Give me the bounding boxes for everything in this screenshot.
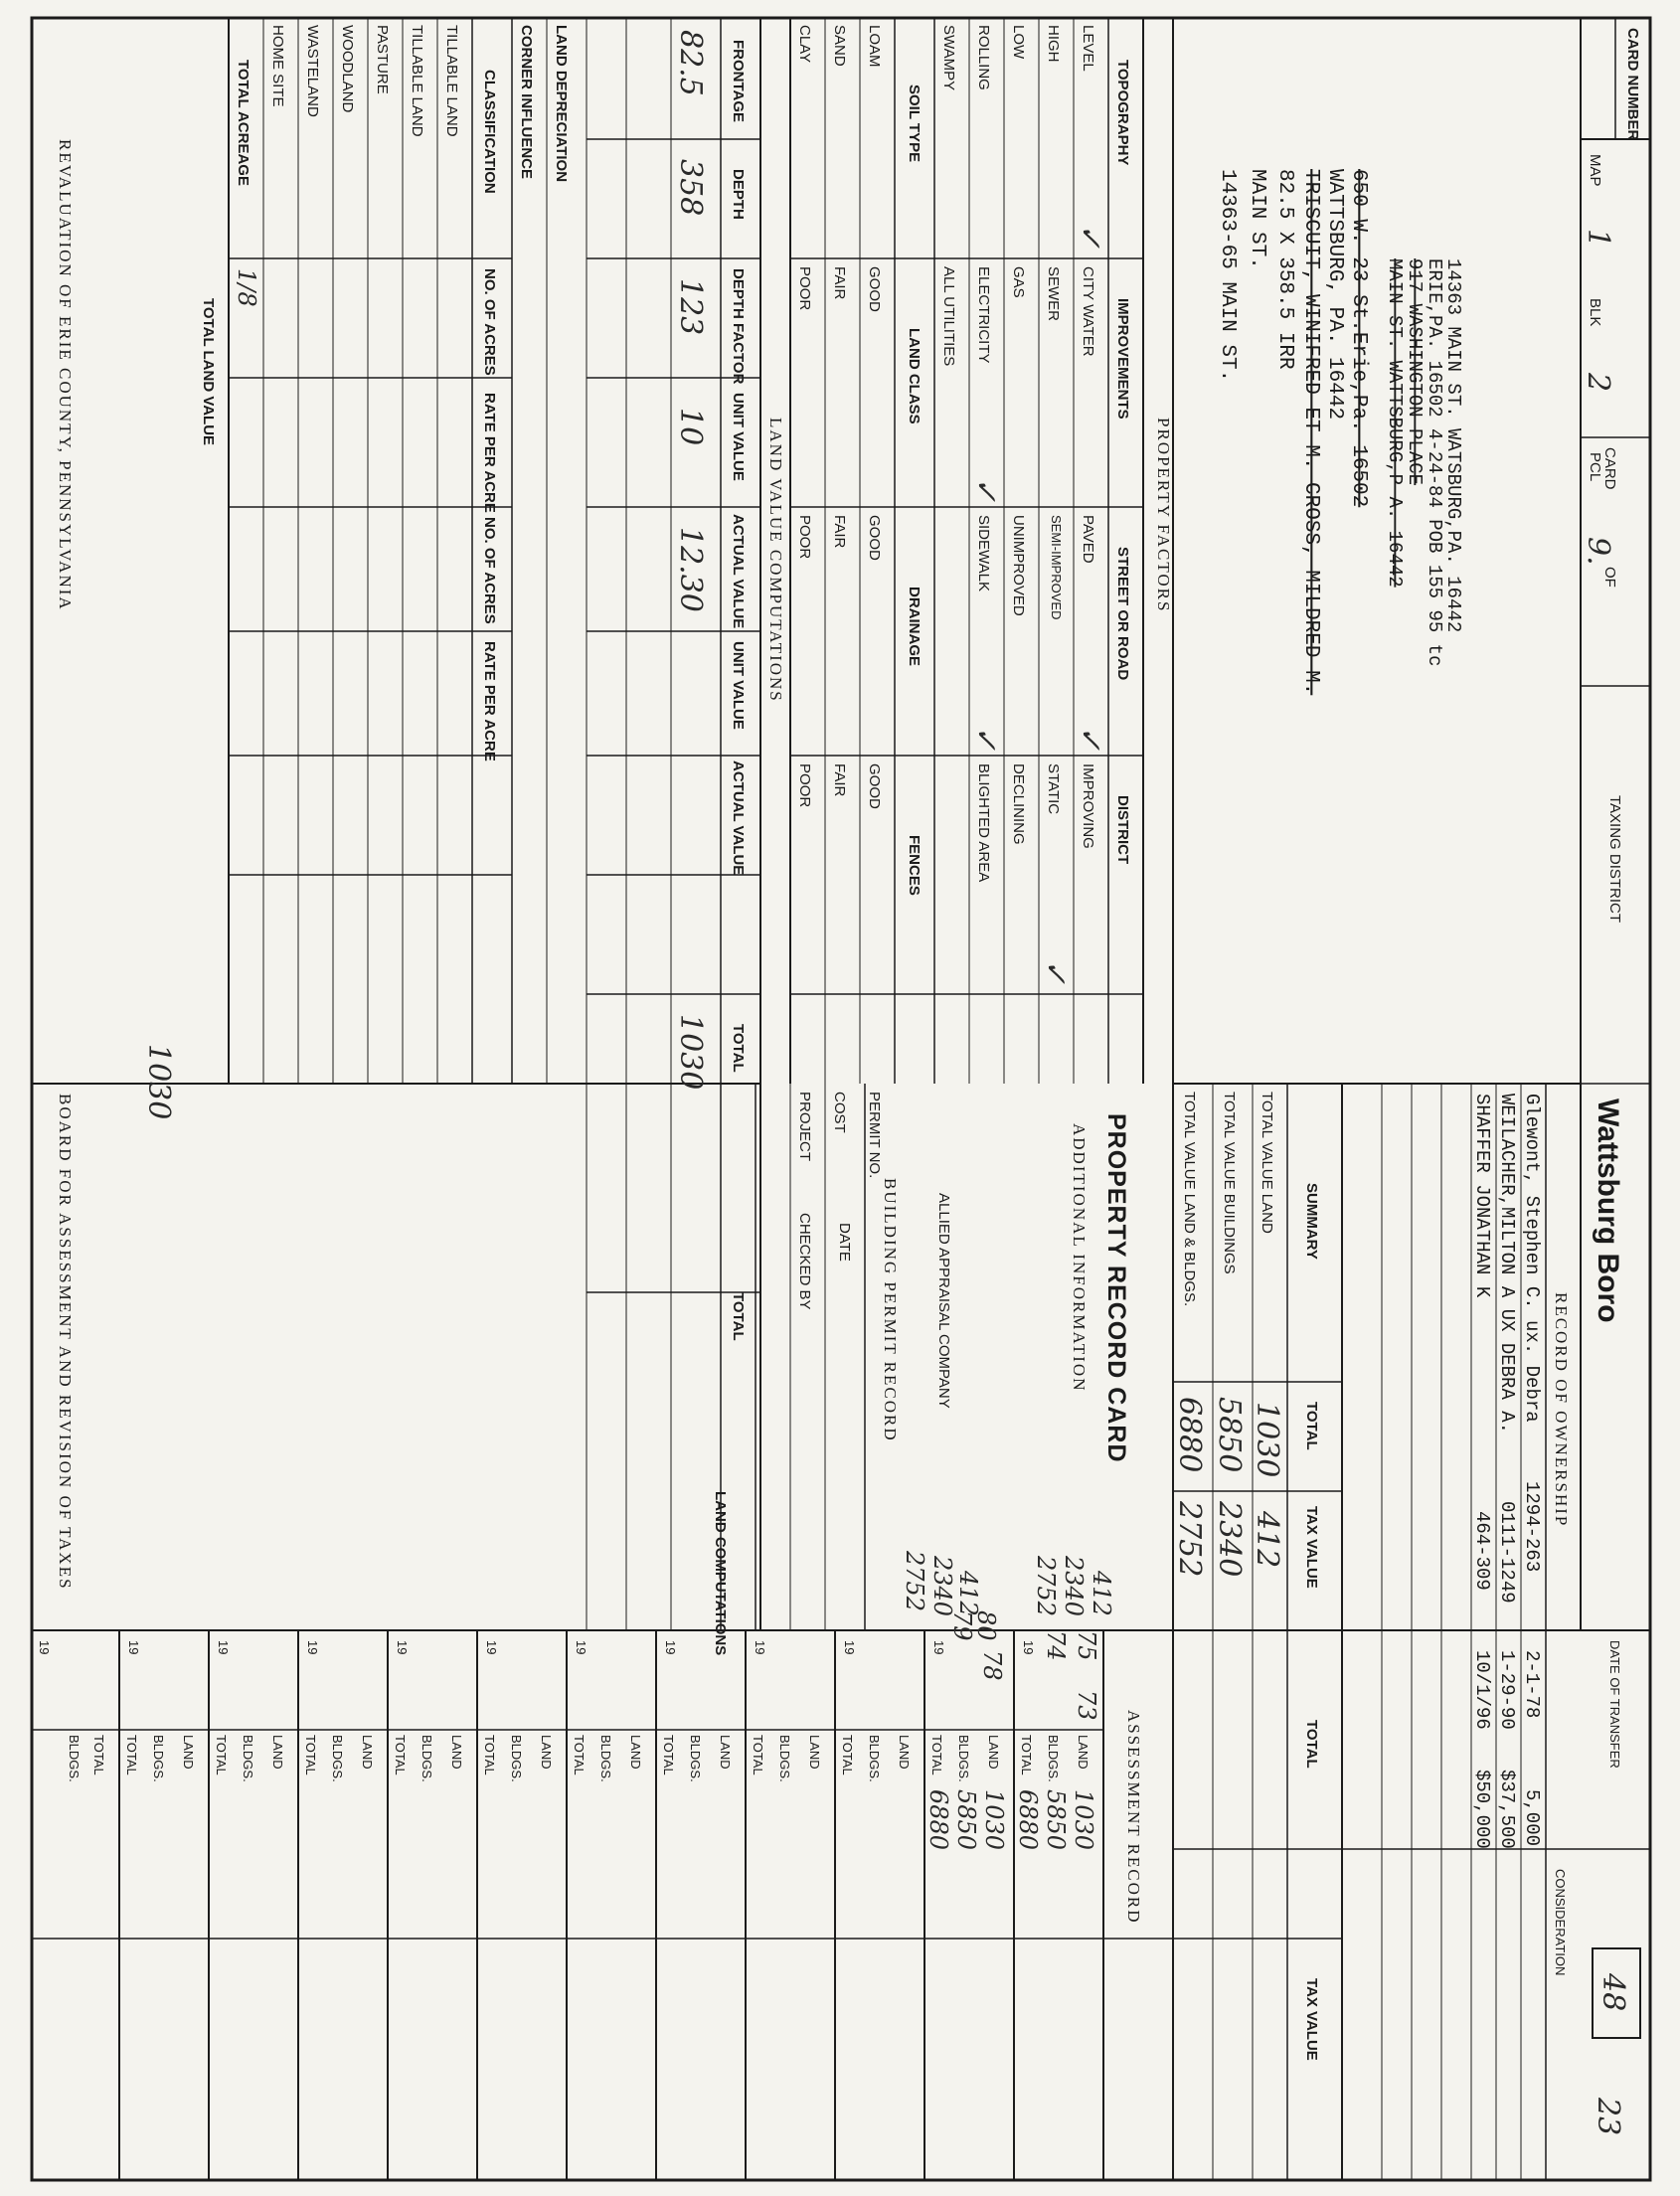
- assess-year-8: 19: [395, 1640, 410, 1655]
- impr-electricity-check: ✓: [968, 477, 1003, 503]
- class-row-5: WASTELAND: [304, 25, 321, 117]
- footer-left: REVALUATION OF ERIE COUNTY, PENNSYLVANIA: [56, 139, 75, 611]
- assess-year-2: 19: [931, 1640, 946, 1655]
- district-code: 48: [1596, 1973, 1630, 2012]
- assess-total-1: TOTAL: [1019, 1735, 1034, 1775]
- permit-project-label: PROJECT: [796, 1092, 813, 1162]
- assess-bldgs-8: BLDGS.: [420, 1735, 434, 1782]
- row-depth: 358: [673, 159, 708, 217]
- assess-total-12: TOTAL: [91, 1735, 106, 1775]
- topo-low: LOW: [1010, 25, 1027, 60]
- note-1: 412: [1088, 1571, 1115, 1616]
- fences-header: FENCES: [906, 835, 923, 896]
- depth-factor-header: DEPTH FACTOR: [730, 268, 747, 385]
- permit-cost-label: COST: [831, 1092, 848, 1133]
- topo-rolling: ROLLING: [975, 25, 992, 90]
- row-total: 1030: [673, 1014, 708, 1091]
- assess-bldgs-4: BLDGS.: [777, 1735, 792, 1782]
- impr-sewer: SEWER: [1045, 266, 1062, 322]
- permit-record-title: BUILDING PERMIT RECORD: [881, 1178, 900, 1442]
- of-label: OF: [1601, 567, 1618, 588]
- address-line-3: 82.5 X 358.5 IRR: [1273, 169, 1296, 370]
- assess-year-9: 19: [305, 1640, 320, 1655]
- frontage-header: FRONTAGE: [730, 40, 747, 123]
- blk-label: BLK: [1587, 298, 1603, 327]
- year-79: 79: [948, 1610, 976, 1641]
- street-unimproved: UNIMPROVED: [1010, 515, 1027, 616]
- blk-value: 2: [1581, 373, 1615, 393]
- owner-1-date: 2-1-78: [1521, 1650, 1543, 1719]
- class-good: GOOD: [866, 266, 883, 312]
- assess-year-5: 19: [663, 1640, 678, 1655]
- rate-acre-header: RATE PER ACRE: [481, 393, 498, 513]
- assess-year-4: 19: [753, 1640, 767, 1655]
- note-2: 2340: [1060, 1556, 1088, 1617]
- summary-row-3-total: 6880: [1172, 1397, 1207, 1473]
- address-line-2: MAIN ST.: [1246, 169, 1268, 269]
- assess-total-2: TOTAL: [929, 1735, 944, 1775]
- year-78: 78: [978, 1650, 1006, 1681]
- note-3: 2752: [1032, 1556, 1060, 1617]
- district-static: STATIC: [1045, 763, 1062, 815]
- note-4: 412: [954, 1571, 982, 1616]
- owner-2-consideration: $37,500: [1496, 1770, 1518, 1849]
- classification-header: CLASSIFICATION: [481, 70, 498, 194]
- class-row-3: PASTURE: [374, 25, 391, 94]
- address-line-4: TRISCUIT, WINIFRED ET M. CROSS, MILDRED M.: [1299, 169, 1322, 696]
- assess-land-11: LAND: [181, 1735, 196, 1770]
- row-factor: 123: [673, 278, 708, 336]
- total-acreage-label: TOTAL ACREAGE: [235, 60, 252, 186]
- street-paved-check: ✓: [1073, 726, 1107, 752]
- summary-row-2-total: 5850: [1212, 1397, 1247, 1473]
- card-label: CARD: [1601, 447, 1618, 490]
- assess-total-10: TOTAL: [214, 1735, 229, 1775]
- ownership-title: RECORD OF OWNERSHIP: [1552, 1292, 1571, 1528]
- actual-value-header-2: ACTUAL VALUE: [730, 760, 747, 876]
- assess-land-7: LAND: [539, 1735, 554, 1770]
- summary-title: SUMMARY: [1303, 1183, 1320, 1260]
- district-static-check: ✓: [1038, 959, 1073, 985]
- year-73: 73: [1073, 1690, 1100, 1721]
- drain-poor: POOR: [796, 515, 813, 560]
- street-semi: SEMI-IMPROVED: [1049, 515, 1064, 620]
- soil-type-header: SOIL TYPE: [906, 84, 923, 163]
- improvements-header: IMPROVEMENTS: [1114, 298, 1131, 420]
- row-actual: 12.30: [673, 527, 708, 612]
- assess-bldgs-1: BLDGS.: [1046, 1735, 1061, 1782]
- assess-land-2: LAND: [986, 1735, 1001, 1770]
- assess-land-5: LAND: [718, 1735, 733, 1770]
- map-value: 1: [1581, 229, 1615, 249]
- assess-land-4: LAND: [807, 1735, 822, 1770]
- actual-value-header: ACTUAL VALUE: [730, 514, 747, 629]
- depth-header: DEPTH: [730, 169, 747, 220]
- owner-2-book: 0111-1249: [1496, 1501, 1518, 1604]
- assess-land-9: LAND: [360, 1735, 375, 1770]
- district-name: Wattsburg Boro: [1592, 1098, 1624, 1323]
- assess-total-6: TOTAL: [572, 1735, 587, 1775]
- district-improving: IMPROVING: [1080, 763, 1096, 849]
- total-header: TOTAL: [730, 1024, 747, 1073]
- assess-land-8: LAND: [449, 1735, 464, 1770]
- assess-year-7: 19: [484, 1640, 499, 1655]
- assess-bldgs-6: BLDGS.: [598, 1735, 613, 1782]
- assess-land-3: LAND: [897, 1735, 912, 1770]
- unit-value-header-2: UNIT VALUE: [730, 641, 747, 730]
- assess-total-7: TOTAL: [482, 1735, 497, 1775]
- assess-value-2: 5850: [1042, 1789, 1070, 1851]
- district-declining: DECLINING: [1010, 763, 1027, 845]
- assess-total-4: TOTAL: [751, 1735, 765, 1775]
- drainage-header: DRAINAGE: [906, 587, 923, 667]
- owner-1-book: 1294-263: [1521, 1481, 1543, 1573]
- assess-bldgs-7: BLDGS.: [509, 1735, 524, 1782]
- fence-fair: FAIR: [831, 763, 848, 797]
- assess-bldgs-5: BLDGS.: [688, 1735, 703, 1782]
- assess-land-6: LAND: [628, 1735, 643, 1770]
- fence-good: GOOD: [866, 763, 883, 809]
- assess-bldgs-11: BLDGS.: [151, 1735, 166, 1782]
- owner-1-consideration: 5,000: [1521, 1789, 1543, 1847]
- topo-high: HIGH: [1045, 25, 1062, 63]
- soil-loam: LOAM: [866, 25, 883, 68]
- summary-total-label: TOTAL: [1303, 1402, 1320, 1450]
- year-80: 80: [972, 1610, 1000, 1641]
- owner-2: WEILACHER,MILTON A UX DEBRA A.: [1496, 1094, 1518, 1435]
- impr-water: CITY WATER: [1080, 266, 1096, 357]
- total-header-2: TOTAL: [730, 1292, 747, 1341]
- owner-1: Glewont, Stephen C. ux. Debra: [1521, 1094, 1543, 1423]
- date-of-transfer-label: DATE OF TRANSFER: [1607, 1640, 1622, 1769]
- soil-clay: CLAY: [796, 25, 813, 64]
- taxing-district-label: TAXING DISTRICT: [1606, 795, 1623, 924]
- summary-row-3-tax: 2752: [1172, 1501, 1207, 1578]
- address-line-8: 917 WASHINGTON PLACE: [1404, 258, 1426, 486]
- class-fair: FAIR: [831, 266, 848, 300]
- land-depreciation-label: LAND DEPRECIATION: [553, 25, 570, 183]
- summary-row-1-label: TOTAL VALUE LAND: [1259, 1092, 1275, 1234]
- total-acreage-value: 1/8: [233, 268, 260, 307]
- consideration-label: CONSIDERATION: [1553, 1869, 1568, 1976]
- fence-poor: POOR: [796, 763, 813, 808]
- summary-row-2-label: TOTAL VALUE BUILDINGS: [1221, 1092, 1238, 1274]
- topography-header: TOPOGRAPHY: [1114, 60, 1131, 166]
- assess-year-10: 19: [216, 1640, 231, 1655]
- address-line-5: WATTSBURG, PA. 16442: [1323, 169, 1346, 421]
- year-74: 74: [1042, 1630, 1070, 1661]
- drain-good: GOOD: [866, 515, 883, 561]
- no-acres-header-2: NO. OF ACRES: [481, 517, 498, 624]
- appraisal-company: ALLIED APPRAISAL COMPANY: [935, 1193, 952, 1409]
- assess-year-3: 19: [842, 1640, 857, 1655]
- additional-info-label: ADDITIONAL INFORMATION: [1070, 1123, 1089, 1393]
- permit-no-label: PERMIT NO.: [866, 1092, 883, 1179]
- land-class-header: LAND CLASS: [906, 328, 923, 424]
- topo-level: LEVEL: [1080, 25, 1096, 72]
- class-row-1: TILLABLE LAND: [443, 25, 460, 137]
- assess-value-6: 6880: [924, 1789, 952, 1851]
- permit-checked-by-label: CHECKED BY: [796, 1213, 813, 1310]
- land-computations-label: LAND COMPUTATIONS: [712, 1491, 729, 1656]
- row-unit: 10: [673, 408, 708, 446]
- assess-bldgs-2: BLDGS.: [956, 1735, 971, 1782]
- address-line-7: MAIN ST. WATTSBURG,P A. 16442: [1384, 258, 1406, 588]
- street-sidewalk: SIDEWALK: [975, 515, 992, 591]
- pcl-label: PCL: [1587, 452, 1603, 482]
- unit-value-header: UNIT VALUE: [730, 393, 747, 481]
- class-poor: POOR: [796, 266, 813, 311]
- address-line-1: 14363-65 MAIN ST.: [1216, 169, 1239, 383]
- assess-total-8: TOTAL: [393, 1735, 408, 1775]
- address-line-6: 650 W. 23 St.Erie,Pa. 16502: [1347, 169, 1370, 508]
- factors-title: PROPERTY FACTORS: [1154, 418, 1173, 613]
- assess-total-11: TOTAL: [124, 1735, 139, 1775]
- rate-acre-header-2: RATE PER ACRE: [481, 641, 498, 761]
- assessment-tax-label: TAX VALUE: [1303, 1978, 1320, 2061]
- district-blighted: BLIGHTED AREA: [975, 763, 992, 883]
- total-land-value-label: TOTAL LAND VALUE: [200, 298, 217, 446]
- assess-value-5: 5850: [952, 1789, 980, 1851]
- topo-level-check: ✓: [1073, 224, 1107, 250]
- assess-year-6: 19: [574, 1640, 588, 1655]
- assess-land-1: LAND: [1076, 1735, 1091, 1770]
- address-line-9: ERIE,PA. 16502 4-24-84 POB 155 95 tc: [1424, 258, 1445, 667]
- year-75: 75: [1073, 1630, 1100, 1661]
- impr-electricity: ELECTRICITY: [975, 266, 992, 364]
- district-header: DISTRICT: [1114, 795, 1131, 865]
- assess-year-11: 19: [126, 1640, 141, 1655]
- assess-bldgs-3: BLDGS.: [867, 1735, 882, 1782]
- summary-row-1-total: 1030: [1250, 1402, 1284, 1478]
- address-line-10: 14363 MAIN ST. WATSBURG,PA. 16442: [1442, 258, 1464, 633]
- assess-value-4: 1030: [980, 1789, 1008, 1851]
- footer-right: BOARD FOR ASSESSMENT AND REVISION OF TAXES: [56, 1094, 75, 1591]
- impr-all-utilities: ALL UTILITIES: [940, 266, 957, 367]
- record-card-title: PROPERTY RECORD CARD: [1102, 1113, 1130, 1463]
- summary-row-2-tax: 2340: [1212, 1501, 1247, 1578]
- summary-row-1-tax: 412: [1250, 1511, 1284, 1569]
- summary-tax-label: TAX VALUE: [1303, 1506, 1320, 1589]
- assess-total-9: TOTAL: [303, 1735, 318, 1775]
- no-acres-header: NO. OF ACRES: [481, 268, 498, 376]
- drain-fair: FAIR: [831, 515, 848, 549]
- street-paved: PAVED: [1080, 515, 1096, 564]
- class-row-4: WOODLAND: [339, 25, 356, 113]
- assess-total-5: TOTAL: [661, 1735, 676, 1775]
- owner-3-date: 10/1/96: [1471, 1650, 1493, 1730]
- land-value-title: LAND VALUE COMPUTATIONS: [766, 418, 785, 703]
- assessment-total-label: TOTAL: [1303, 1720, 1320, 1769]
- assess-bldgs-12: BLDGS.: [67, 1735, 82, 1782]
- row-frontage: 82.5: [673, 30, 708, 96]
- summary-row-3-label: TOTAL VALUE LAND & BLDGS.: [1181, 1092, 1198, 1307]
- impr-gas: GAS: [1010, 266, 1027, 298]
- corner-influence-label: CORNER INFLUENCE: [518, 25, 535, 180]
- owner-2-date: 1-29-90: [1496, 1650, 1518, 1730]
- map-label: MAP: [1587, 154, 1603, 187]
- assess-value-3: 6880: [1014, 1789, 1042, 1851]
- permit-date-label: DATE: [836, 1223, 853, 1262]
- assess-bldgs-10: BLDGS.: [241, 1735, 255, 1782]
- assess-land-10: LAND: [270, 1735, 285, 1770]
- street-header: STREET OR ROAD: [1114, 547, 1131, 681]
- class-row-6: HOME SITE: [269, 25, 286, 107]
- assessment-title: ASSESSMENT RECORD: [1124, 1710, 1143, 1925]
- card-number-label: CARD NUMBER: [1624, 28, 1641, 141]
- street-sidewalk-check: ✓: [968, 726, 1003, 752]
- card-number-value: 23: [1591, 2098, 1625, 2136]
- owner-3-book: 464-309: [1471, 1511, 1493, 1591]
- assess-year-12: 19: [37, 1640, 52, 1655]
- assess-year-1: 19: [1021, 1640, 1036, 1655]
- owner-3-consideration: $50,000: [1471, 1770, 1493, 1849]
- pcl-value: 9.: [1581, 537, 1615, 566]
- note-6: 2752: [901, 1551, 928, 1612]
- owner-3: SHAFFER JONATHAN K: [1471, 1094, 1493, 1298]
- assess-bldgs-9: BLDGS.: [330, 1735, 345, 1782]
- assess-value-1: 1030: [1070, 1789, 1097, 1851]
- note-5: 2340: [928, 1556, 956, 1617]
- assess-total-3: TOTAL: [840, 1735, 855, 1775]
- soil-sand: SAND: [831, 25, 848, 67]
- class-row-2: TILLABLE LAND: [409, 25, 425, 137]
- total-land-value-amount: 1030: [141, 1044, 176, 1120]
- topo-swampy: SWAMPY: [940, 25, 957, 91]
